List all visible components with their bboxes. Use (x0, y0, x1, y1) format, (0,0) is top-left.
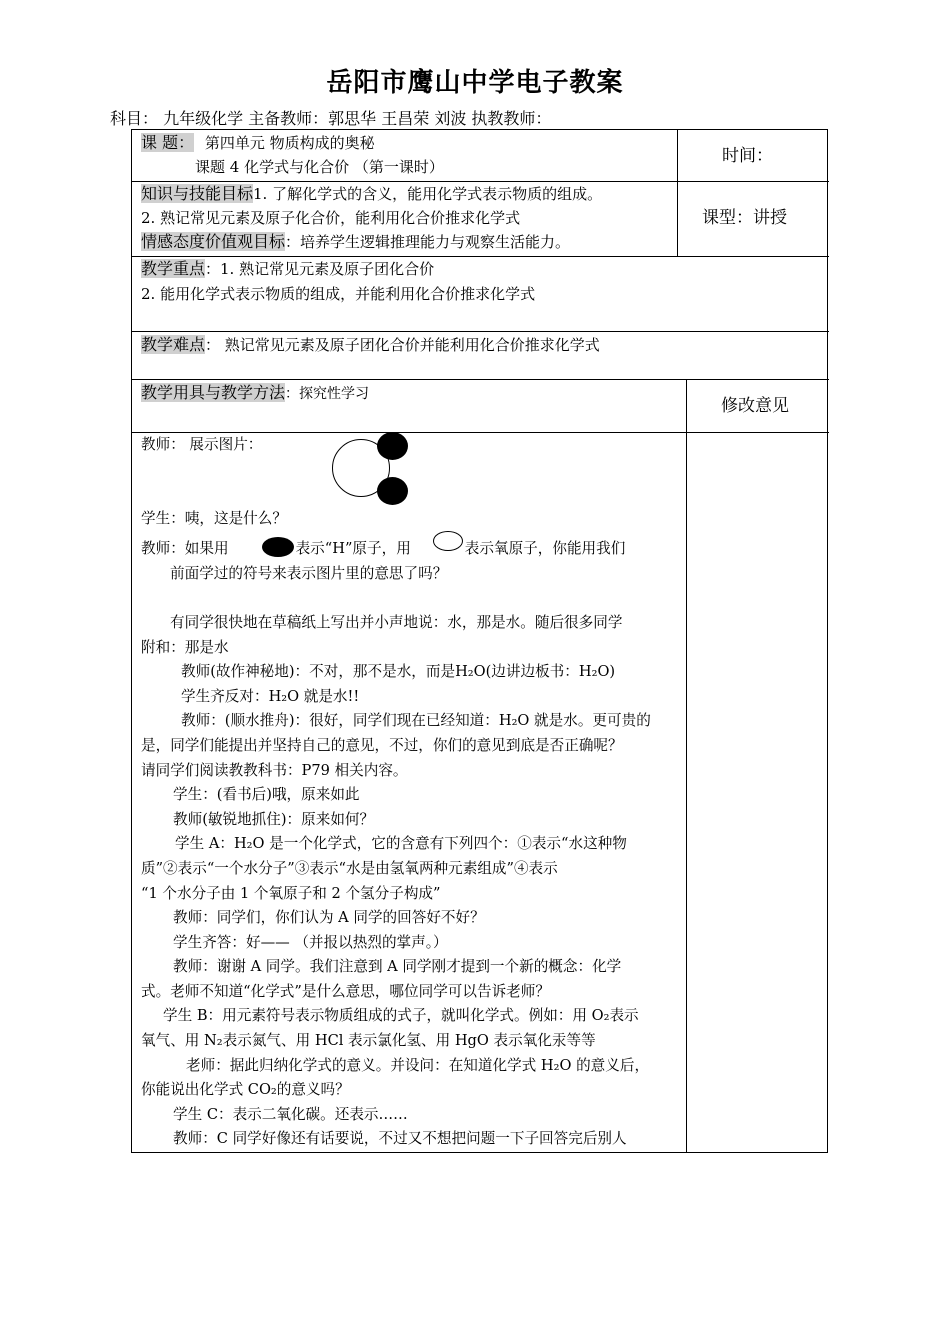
methods-label: 教学用具与教学方法 (141, 383, 286, 402)
column-divider (686, 379, 687, 1153)
row-divider (132, 256, 829, 257)
attitude-text: ：培养学生逻辑推理能力与观察生活能力。 (285, 233, 571, 251)
dialogue-line: 学生齐反对：H₂O 就是水!! (181, 687, 360, 705)
methods (141, 383, 369, 404)
revision-label: 修改意见 (721, 396, 789, 416)
column-divider (677, 130, 678, 256)
dialogue-line: 式。老师不知道“化学式”是什么意思，哪位同学可以告诉老师？ (141, 982, 550, 1000)
dialogue-line: 教师： 展示图片： (141, 436, 263, 453)
subject-line: 科目： 九年级化学 主备教师：郭思华 王昌荣 刘波 执教教师： (110, 109, 552, 128)
key-points-line-2: 2. 能用化学式表示物质的组成，并能利用化合价推求化学式 (141, 285, 536, 303)
dialogue-line: 学生：咦，这是什么？ (141, 509, 287, 527)
knowledge-label: 知识与技能目标 (141, 184, 254, 203)
topic-label: 课 题： (141, 133, 195, 152)
row-divider (132, 379, 829, 380)
dialogue-line: 质”②表示“一个水分子”③表示“水是由氢氧两种元素组成”④表示 (141, 859, 558, 877)
dialogue-line: 教师：(顺水推舟)：很好，同学们现在已经知道：H₂O 就是水。更可贵的 (181, 712, 651, 730)
dialogue-line: 教师：C 同学好像还有话要说，不过又不想把问题一下子回答完后别人 (173, 1130, 627, 1148)
lesson-type: 课型：讲授 (702, 208, 787, 228)
dialogue-line: 老师：据此归纳化学式的意义。并设问：在知道化学式 H₂O 的意义后， (186, 1056, 650, 1074)
page-title: 岳阳市鹰山中学电子教案 (326, 68, 624, 98)
key-points-label: 教学重点 (141, 259, 206, 278)
knowledge-text-1: 1. 了解化学式的含义，能用化学式表示物质的组成。 (253, 185, 603, 203)
difficulties (141, 335, 600, 355)
dialogue-line: 氧气、用 N₂表示氮气、用 HCl 表示氯化氢、用 HgO 表示氧化汞等等 (141, 1032, 596, 1050)
dialogue-line: 你能说出化学式 CO₂的意义吗？ (141, 1081, 350, 1099)
lesson-dialogue (141, 433, 679, 1152)
dialogue-line: 学生齐答：好—— （并报以热烈的掌声。） (173, 933, 448, 951)
oxygen-legend-icon (433, 531, 463, 551)
dialogue-line: 前面学过的符号来表示图片里的意思了吗？ (170, 564, 448, 582)
dialogue-line: 教师：谢谢 A 同学。我们注意到 A 同学刚才提到一个新的概念：化学 (173, 958, 622, 976)
dialogue-line: 学生 A：H₂O 是一个化学式，它的含意有下列四个：①表示“水这种物 (175, 835, 627, 853)
knowledge-text-2: 2. 熟记常见元素及原子化合价，能利用化合价推求化学式 (141, 209, 521, 227)
attitude-label: 情感态度价值观目标 (141, 232, 286, 251)
attitude-objective (141, 232, 570, 252)
difficulties-label: 教学难点 (141, 335, 206, 354)
row-divider (132, 181, 829, 182)
key-points (141, 259, 434, 279)
dialogue-line: “1 个水分子由 1 个氧原子和 2 个氢分子构成” (141, 884, 441, 902)
topic-unit: 第四单元 物质构成的奥秘 (204, 134, 375, 152)
dialogue-line (141, 531, 679, 562)
dialogue-line: 教师(故作神秘地)：不对，那不是水，而是H₂O(边讲边板书：H₂O) (181, 663, 616, 681)
dialogue-fragment: 教师：如果用 (141, 540, 229, 558)
lesson-plan-table (131, 129, 828, 1153)
dialogue-line: 有同学很快地在草稿纸上写出并小声地说：水，那是水。随后很多同学 (170, 613, 623, 631)
knowledge-objective (141, 184, 602, 204)
difficulties-text: ： 熟记常见元素及原子团化合价并能利用化合价推求化学式 (205, 336, 600, 354)
hydrogen-legend-icon (262, 537, 294, 557)
dialogue-line: 附和：那是水 (141, 638, 229, 656)
dialogue-line: 学生 C：表示二氧化碳。还表示…… (173, 1105, 408, 1123)
dialogue-fragment: 表示氧原子，你能用我们 (464, 540, 626, 558)
key-points-line-1: ：1. 熟记常见元素及原子团化合价 (205, 260, 435, 278)
dialogue-line: 学生：(看书后)哦，原来如此 (173, 786, 360, 804)
dialogue-line: 学生 B：用元素符号表示物质组成的式子，就叫化学式。例如：用 O₂表示 (163, 1007, 639, 1025)
topic-row (141, 133, 375, 153)
dialogue-fragment: 表示“H”原子，用 (295, 540, 411, 558)
dialogue-line: 教师：同学们，你们认为 A 同学的回答好不好？ (173, 909, 485, 927)
dialogue-line: 教师(敏锐地抓住)：原来如何？ (173, 810, 375, 828)
dialogue-line: 请同学们阅读教教科书：P79 相关内容。 (141, 761, 408, 779)
dialogue-line: 是，同学们能提出并坚持自己的意见，不过，你们的意见到底是否正确呢？ (141, 736, 623, 754)
row-divider (132, 331, 829, 332)
methods-text: ：探究性学习 (285, 386, 370, 402)
topic-lesson: 课题 4 化学式与化合价 （第一课时） (195, 158, 444, 176)
time-label: 时间： (722, 146, 773, 166)
